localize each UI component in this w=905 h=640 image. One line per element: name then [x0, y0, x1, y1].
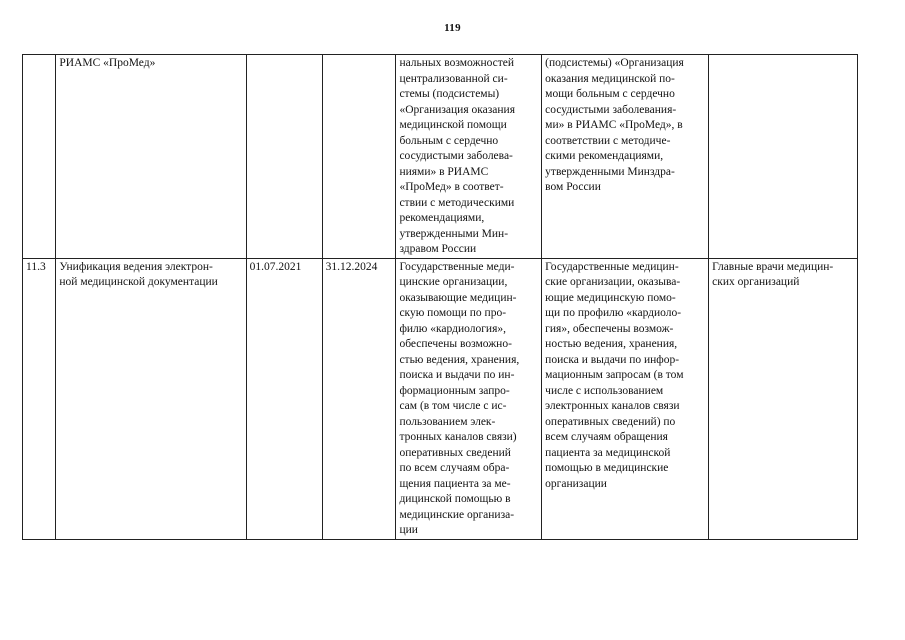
cell-start-date: [246, 55, 322, 259]
cell-responsible: Главные врачи медицин- ских организаций: [709, 258, 858, 539]
table-row: [23, 55, 858, 259]
cell-number: 11.3: [23, 258, 56, 539]
cell-end-date: [322, 55, 396, 259]
cell-result: Государственные меди- цинские организации, оказывающие медицин- скую помощи по про- филю «кардиология», обеспечены возможно- стью ведения, хранения, поиска и выдачи по ин- формационным запро- сам (в том числе с ис- пользованием элек- тронных каналов связи) оперативных сведений по всем случаям обра- щения пациента за ме- дицинской помощью в медицинские организа- ции: [396, 258, 542, 539]
plan-table: [22, 54, 858, 540]
cell-start-date: 01.07.2021: [246, 258, 322, 539]
cell-activity-name: Унификация ведения электрон- ной медицинской документации: [56, 258, 246, 539]
cell-number: [23, 55, 56, 259]
cell-indicator: (подсистемы) «Организация оказания медицинской по- мощи больным с сердечно сосудистыми заболевания- ми» в РИАМС «ПроМед», в соответствии с методиче- скими рекомендациями, утвержденными Минздра- вом России: [542, 55, 709, 259]
cell-result: нальных возможностей централизованной си- стемы (подсистемы) «Организация оказания медицинской помощи больным с сердечно сосудистыми заболева- ниями» в РИАМС «ПроМед» в соответ- ствии с методическими рекомендациями, утвержденными Мин- здравом России: [396, 55, 542, 259]
page-number: 119: [444, 22, 461, 34]
cell-activity-name: РИАМС «ПроМед»: [56, 55, 246, 259]
table-row: [23, 258, 858, 539]
cell-indicator: Государственные медицин- ские организации, оказыва- ющие медицинскую помо- щи по профилю «кардиоло- гия», обеспечены возмож- ностью ведения, хранения, поиска и выдачи по инфор- мационным запросам (в том числе с использованием электронных каналов связи оперативных сведений) по всем случаям обращения пациента за медицинской помощью в медицинские организации: [542, 258, 709, 539]
cell-responsible: [709, 55, 858, 259]
cell-end-date: 31.12.2024: [322, 258, 396, 539]
